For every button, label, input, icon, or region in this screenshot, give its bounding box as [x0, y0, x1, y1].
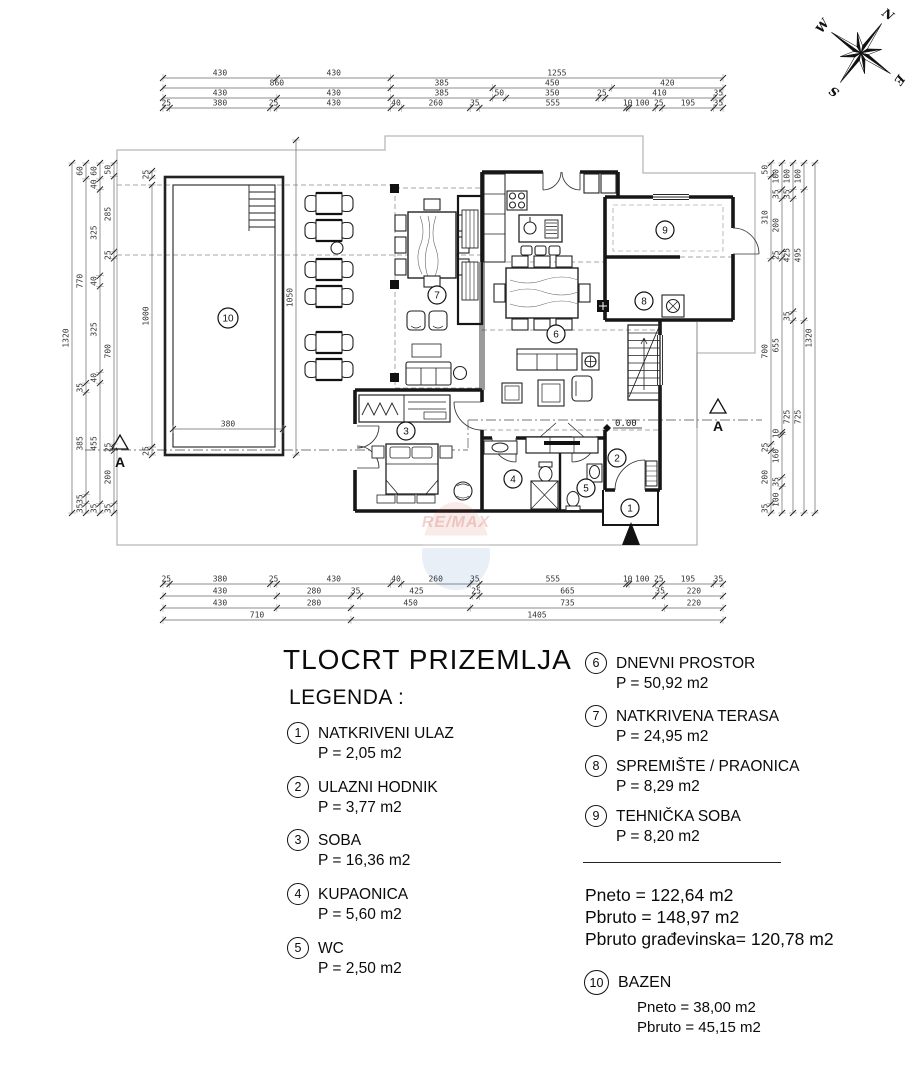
toilet	[567, 492, 579, 507]
svg-text:425: 425	[782, 247, 792, 263]
svg-text:35: 35	[782, 189, 792, 199]
svg-text:10: 10	[622, 98, 633, 108]
svg-text:8: 8	[641, 296, 647, 308]
svg-text:1320: 1320	[804, 328, 814, 348]
svg-text:555: 555	[545, 98, 561, 108]
svg-text:7: 7	[434, 290, 440, 302]
svg-text:35: 35	[89, 503, 99, 514]
svg-text:450: 450	[545, 78, 560, 88]
svg-text:100: 100	[635, 98, 650, 108]
terrace-post	[390, 184, 399, 193]
svg-text:25: 25	[760, 442, 770, 453]
terrace-armchair	[429, 311, 447, 330]
svg-text:25: 25	[103, 250, 113, 260]
legend-item-3	[287, 831, 410, 871]
svg-text:35: 35	[75, 382, 85, 393]
svg-text:N: N	[879, 5, 897, 24]
svg-text:4: 4	[510, 474, 516, 486]
legend-area-4: P = 5,60 m2	[318, 906, 402, 923]
window	[653, 195, 689, 200]
svg-text:450: 450	[403, 598, 418, 608]
legend-label-3: SOBA	[318, 832, 362, 849]
svg-text:430: 430	[326, 574, 342, 584]
svg-text:100: 100	[782, 169, 792, 184]
svg-text:350: 350	[545, 88, 560, 98]
svg-text:220: 220	[686, 598, 702, 608]
room-circle-3	[397, 422, 415, 440]
legend-label-10: BAZEN	[618, 974, 672, 991]
svg-text:1: 1	[627, 503, 633, 515]
svg-text:25: 25	[141, 169, 151, 180]
legend-item-6	[585, 654, 755, 694]
svg-text:10: 10	[771, 428, 781, 439]
legend-area-6: P = 50,92 m2	[616, 675, 709, 692]
svg-text:25: 25	[268, 98, 279, 108]
sun-loungers	[305, 193, 353, 380]
legend-item-9	[585, 807, 741, 847]
svg-text:260: 260	[428, 574, 443, 584]
svg-text:35: 35	[350, 586, 361, 596]
total-pbruto: Pbruto = 148,97 m2	[585, 907, 740, 927]
svg-text:280: 280	[306, 598, 322, 608]
svg-text:860: 860	[269, 78, 285, 88]
svg-text:40: 40	[89, 276, 99, 286]
svg-text:430: 430	[212, 88, 228, 98]
legend-item-8	[585, 757, 799, 797]
svg-text:555: 555	[545, 574, 561, 584]
svg-text:280: 280	[306, 586, 322, 596]
svg-text:430: 430	[326, 68, 342, 78]
page-title: TLOCRT PRIZEMLJA	[283, 644, 572, 675]
svg-text:35: 35	[75, 503, 85, 514]
sink	[524, 222, 536, 234]
svg-text:380: 380	[212, 98, 228, 108]
svg-text:2: 2	[614, 453, 620, 465]
dining-table	[506, 268, 578, 318]
legend-label-6: DNEVNI PROSTOR	[616, 655, 756, 672]
room-circle-1	[621, 499, 639, 517]
terrace-side-table	[454, 367, 467, 380]
legend-label-9: TEHNIČKA SOBA	[616, 808, 741, 825]
svg-text:385: 385	[434, 78, 449, 88]
svg-text:3: 3	[403, 426, 409, 438]
stool	[521, 246, 532, 255]
pool-pneto: Pneto = 38,00 m2	[637, 999, 756, 1016]
svg-text:455: 455	[89, 436, 99, 451]
svg-text:35: 35	[469, 574, 480, 584]
svg-text:50: 50	[494, 88, 505, 98]
living-room	[494, 256, 599, 453]
legend-number-4: 4	[287, 883, 309, 905]
svg-text:385: 385	[75, 436, 85, 451]
svg-text:1320: 1320	[61, 328, 71, 348]
svg-text:S: S	[826, 83, 842, 100]
legend-item-1	[287, 724, 454, 764]
legend-divider	[583, 862, 781, 863]
svg-text:420: 420	[660, 78, 675, 88]
legend-number-3: 3	[287, 829, 309, 851]
svg-text:35: 35	[760, 503, 770, 514]
svg-text:35: 35	[713, 98, 724, 108]
legend-label-2: ULAZNI HODNIK	[318, 779, 438, 796]
terrace-dining-table	[408, 212, 456, 278]
svg-text:285: 285	[103, 206, 113, 222]
legend-area-5: P = 2,50 m2	[318, 960, 402, 977]
svg-text:380: 380	[212, 574, 228, 584]
section-label-left: A	[114, 454, 126, 470]
legend-number-6: 6	[585, 652, 607, 674]
door-arc	[562, 172, 580, 190]
room-circle-6	[547, 325, 565, 343]
svg-text:0.00: 0.00	[615, 419, 637, 429]
legend-area-1: P = 2,05 m2	[318, 745, 402, 762]
side-table	[331, 242, 343, 254]
terrace-post	[390, 280, 399, 289]
svg-text:410: 410	[652, 88, 667, 98]
svg-text:100: 100	[635, 574, 650, 584]
svg-text:200: 200	[771, 218, 781, 233]
svg-text:430: 430	[326, 88, 342, 98]
svg-text:260: 260	[428, 98, 443, 108]
svg-text:25: 25	[597, 88, 607, 98]
stool	[549, 246, 560, 255]
svg-text:710: 710	[249, 610, 265, 620]
svg-text:10: 10	[622, 574, 633, 584]
svg-text:195: 195	[680, 98, 696, 108]
legend-label-7: NATKRIVENA TERASA	[616, 708, 780, 725]
pool-stairs	[249, 185, 275, 231]
watermark-text: RE/MAX	[421, 514, 491, 531]
room-circle-8	[635, 292, 653, 310]
svg-text:35: 35	[771, 477, 781, 487]
svg-text:35: 35	[655, 586, 665, 596]
svg-text:10: 10	[222, 313, 234, 325]
svg-text:25: 25	[653, 574, 664, 584]
svg-text:25: 25	[268, 574, 279, 584]
room-circle-10	[218, 308, 238, 328]
svg-text:700: 700	[103, 344, 113, 359]
svg-text:430: 430	[212, 586, 228, 596]
legend-label-5: WC	[318, 940, 344, 957]
legend-label-4: KUPAONICA	[318, 886, 409, 903]
svg-text:25: 25	[471, 586, 481, 596]
svg-text:200: 200	[760, 469, 770, 485]
section-label-right: A	[712, 418, 724, 434]
svg-text:5: 5	[583, 483, 589, 495]
stairs	[628, 325, 660, 400]
svg-text:40: 40	[89, 179, 99, 190]
svg-text:725: 725	[793, 409, 803, 425]
svg-text:6: 6	[553, 329, 559, 341]
total-pbruto-gradevinska: Pbruto građevinska= 120,78 m2	[585, 929, 834, 949]
svg-text:35: 35	[713, 574, 724, 584]
legend-number-8: 8	[585, 755, 607, 777]
svg-text:310: 310	[760, 210, 770, 225]
pool-pbruto: Pbruto = 45,15 m2	[637, 1019, 761, 1036]
legend-number-5: 5	[287, 937, 309, 959]
svg-text:100: 100	[771, 492, 781, 507]
svg-text:50: 50	[103, 164, 113, 175]
legend-item-7	[585, 707, 779, 747]
legend-area-2: P = 3,77 m2	[318, 799, 402, 816]
legend-label-1: NATKRIVENI ULAZ	[318, 725, 454, 742]
svg-text:40: 40	[89, 372, 99, 383]
svg-text:430: 430	[326, 98, 342, 108]
svg-text:430: 430	[212, 598, 228, 608]
svg-text:425: 425	[409, 586, 424, 596]
svg-text:770: 770	[75, 273, 85, 289]
legend-area-3: P = 16,36 m2	[318, 852, 411, 869]
svg-text:100: 100	[771, 169, 781, 184]
room-circle-2	[608, 449, 626, 467]
svg-text:200: 200	[103, 469, 113, 485]
total-pneto: Pneto = 122,64 m2	[585, 885, 734, 905]
svg-text:35: 35	[782, 311, 792, 321]
svg-text:25: 25	[103, 442, 113, 453]
svg-text:25: 25	[771, 250, 781, 260]
svg-text:35: 35	[103, 503, 113, 514]
svg-text:665: 665	[560, 586, 575, 596]
armchair	[572, 376, 592, 401]
svg-text:325: 325	[89, 225, 99, 240]
terrace-armchair	[407, 311, 425, 330]
legend-item-4	[287, 885, 408, 925]
door-arc	[543, 172, 561, 190]
svg-text:35: 35	[469, 98, 480, 108]
room-circle-4	[504, 470, 522, 488]
basket	[454, 482, 472, 500]
room-circle-9	[656, 221, 674, 239]
radiator	[646, 461, 657, 486]
window-glazing	[480, 262, 484, 390]
svg-text:25: 25	[161, 98, 172, 108]
legend-number-1: 1	[287, 722, 309, 744]
legend-heading: LEGENDA :	[289, 686, 405, 709]
svg-text:40: 40	[391, 574, 401, 584]
svg-text:35: 35	[713, 88, 724, 98]
svg-text:9: 9	[662, 225, 668, 237]
svg-text:160: 160	[771, 448, 781, 464]
legend-number-9: 9	[585, 805, 607, 827]
svg-text:W: W	[812, 16, 833, 36]
sofa	[517, 349, 577, 370]
svg-text:735: 735	[560, 598, 575, 608]
svg-text:1255: 1255	[547, 68, 567, 78]
terrace-post	[390, 373, 399, 382]
terrace-rug	[412, 344, 441, 357]
svg-text:725: 725	[782, 409, 792, 425]
svg-text:35: 35	[75, 494, 85, 504]
terrace-sofa	[406, 362, 451, 385]
svg-text:E: E	[891, 72, 908, 88]
svg-text:40: 40	[391, 98, 401, 108]
svg-text:700: 700	[760, 344, 770, 359]
svg-text:495: 495	[793, 247, 803, 263]
svg-text:325: 325	[89, 322, 99, 337]
svg-text:195: 195	[680, 574, 696, 584]
legend-item-10	[584, 972, 671, 995]
room-circle-5	[577, 479, 595, 497]
svg-text:100: 100	[793, 169, 803, 184]
svg-text:25: 25	[161, 574, 172, 584]
svg-text:220: 220	[686, 586, 702, 596]
totals-block	[585, 884, 834, 950]
legend-area-8: P = 8,29 m2	[616, 778, 700, 795]
section-marker-left-icon	[112, 435, 128, 449]
legend-number-2: 2	[287, 776, 309, 798]
svg-text:25: 25	[141, 446, 151, 456]
legend-area-7: P = 24,95 m2	[616, 728, 709, 745]
legend-item-2	[287, 778, 438, 818]
legend-number-10: 10	[584, 970, 609, 995]
svg-text:1405: 1405	[527, 610, 547, 620]
legend-label-8: SPREMIŠTE / PRAONICA	[616, 758, 800, 775]
legend-number-7: 7	[585, 705, 607, 727]
legend-area-9: P = 8,20 m2	[616, 828, 700, 845]
svg-text:430: 430	[212, 68, 228, 78]
section-marker-right-icon	[710, 399, 726, 413]
legend-item-5	[287, 939, 402, 979]
svg-text:25: 25	[653, 98, 664, 108]
svg-text:50: 50	[760, 164, 770, 175]
svg-text:60: 60	[75, 166, 85, 176]
svg-text:60: 60	[89, 166, 99, 176]
stool	[535, 246, 546, 255]
compass-rose-icon	[813, 5, 909, 100]
svg-text:655: 655	[771, 338, 781, 353]
toilet	[539, 467, 552, 482]
svg-text:1000: 1000	[141, 306, 151, 326]
svg-text:1050: 1050	[285, 287, 295, 308]
svg-text:380: 380	[220, 419, 236, 429]
svg-text:35: 35	[771, 189, 781, 199]
room-circle-7	[428, 286, 446, 304]
svg-text:385: 385	[434, 88, 449, 98]
